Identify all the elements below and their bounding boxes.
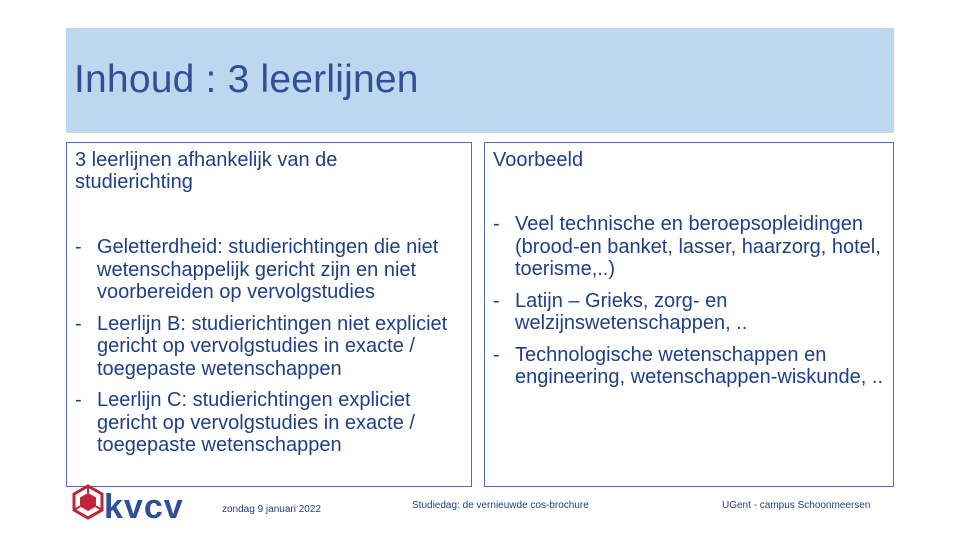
footer-center-text: Studiedag: de vernieuwde cos-brochure [412, 500, 589, 511]
list-item [493, 290, 891, 335]
slide-title: Inhoud : 3 leerlijnen [74, 58, 419, 101]
dash-icon: - [493, 213, 500, 235]
left-bullet-list [75, 236, 471, 466]
right-panel-heading: Voorbeeld [493, 149, 584, 171]
list-item-text: Leerlijn B: studierichtingen niet expliciet gericht op vervolgstudies in exacte / toegepaste wetenschappen [97, 312, 448, 380]
kvcv-logo-icon [68, 482, 108, 522]
logo-text: kvcv [104, 488, 184, 526]
list-item-text: Technologische wetenschappen en engineering, wetenschappen-wiskunde, .. [515, 343, 884, 388]
dash-icon: - [75, 236, 82, 258]
list-item [493, 344, 891, 389]
list-item-text: Leerlijn C: studierichtingen expliciet gericht op vervolgstudies in exacte / toegepaste wetenschappen [97, 389, 415, 456]
list-item-text: Geletterdheid: studierichtingen die niet wetenschappelijk gericht zijn en niet voorbereiden op vervolgstudies [97, 236, 439, 303]
list-item [75, 313, 471, 381]
list-item [75, 389, 471, 457]
list-item [75, 236, 471, 304]
right-bullet-list [493, 213, 891, 398]
left-panel [66, 142, 472, 487]
footer-date: zondag 9 januari 2022 [222, 504, 321, 515]
footer-right-text: UGent - campus Schoonmeersen [722, 500, 871, 511]
right-panel [484, 142, 894, 487]
dash-icon: - [493, 343, 500, 366]
list-item-text: Veel technische en beroepsopleidingen (brood-en banket, lasser, haarzorg, hotel, toerisme,..) [515, 213, 881, 280]
list-item [493, 213, 891, 281]
dash-icon: - [493, 289, 500, 312]
dash-icon: - [75, 389, 82, 411]
list-item-text: Latijn – Grieks, zorg- en welzijnswetenschappen, .. [515, 289, 748, 334]
left-panel-heading: 3 leerlijnen afhankelijk van de studierichting [75, 149, 338, 193]
dash-icon: - [75, 312, 82, 335]
